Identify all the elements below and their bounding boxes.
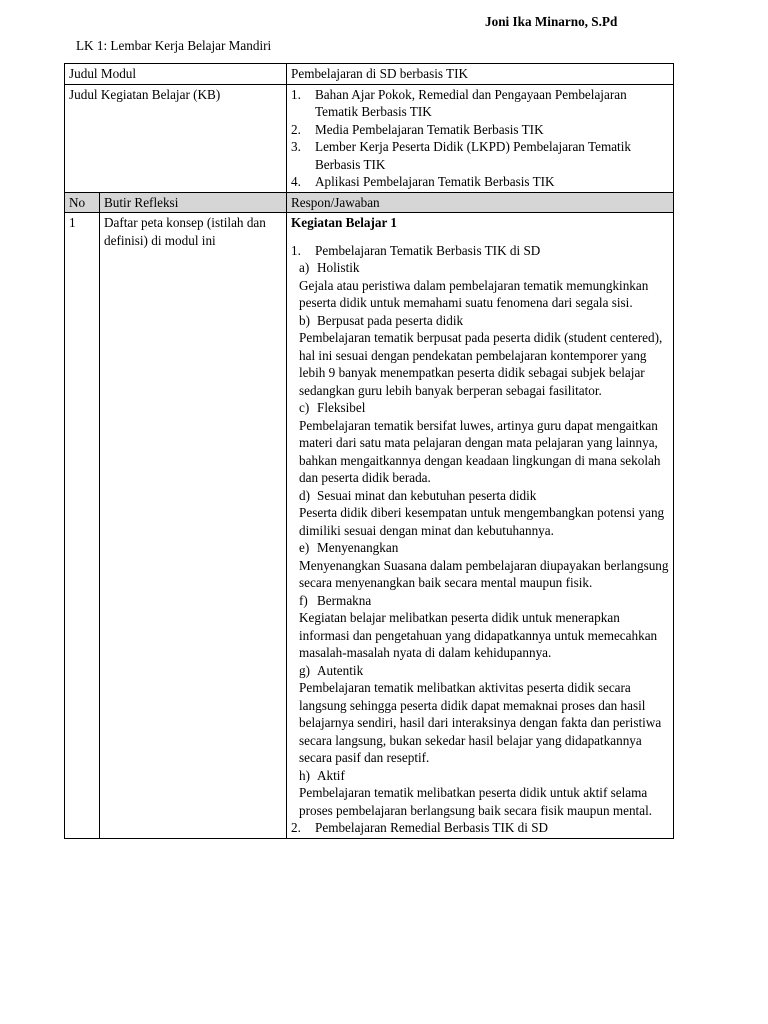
activity-text: Media Pembelajaran Tematik Berbasis TIK <box>315 121 544 137</box>
characteristic-title <box>291 539 669 557</box>
module-value: Pembelajaran di SD berbasis TIK <box>287 64 674 85</box>
item-title: Bermakna <box>317 592 372 608</box>
characteristic-text: Pembelajaran tematik melibatkan aktivitas peserta didik secara langsung sehingga peserta didik dapat memaknai proses dan hasil belajarnya sendiri, hasil dari interaksinya dengan fakta dan peristiwa secara langsung, bukan sekedar hasil belajar yang didapatkannya secara pasif dan reseptif. <box>299 680 662 765</box>
header-reflection: Butir Refleksi <box>100 192 287 213</box>
activity-item <box>291 121 669 139</box>
item-title: Menyenangkan <box>317 540 399 555</box>
activities-row <box>65 84 674 192</box>
section-heading <box>291 819 669 837</box>
activity-number: 2. <box>291 121 301 137</box>
activity-text: Bahan Ajar Pokok, Remedial dan Pengayaan Pembelajaran Tematik Berbasis TIK <box>315 86 627 119</box>
characteristic-title <box>291 592 669 610</box>
item-title: Fleksibel <box>317 400 366 415</box>
item-title: Aktif <box>317 767 345 783</box>
response-cell <box>287 213 674 839</box>
activity-text: Aplikasi Pembelajaran Tematik Berbasis TIK <box>315 174 555 189</box>
module-row <box>65 64 674 85</box>
item-title: Berpusat pada peserta didik <box>317 312 464 328</box>
activity-number: 4. <box>291 174 301 189</box>
activity-number: 3. <box>291 139 301 154</box>
reflection-text: Daftar peta konsep (istilah dan definisi) di modul ini <box>100 213 287 839</box>
item-title: Autentik <box>317 662 364 678</box>
item-letter: h) <box>299 767 311 783</box>
characteristic-title <box>291 312 669 330</box>
characteristic-text: Gejala atau peristiwa dalam pembelajaran tematik memungkinkan peserta didik untuk memahami suatu fenomena dari segala sisi. <box>299 277 649 310</box>
item-letter: f) <box>299 592 308 608</box>
characteristic-text: Menyenangkan Suasana dalam pembelajaran diupayakan berlangsung secara menyenangkan baik secara mental maupun fisik. <box>299 557 669 590</box>
item-letter: b) <box>299 312 311 328</box>
item-letter: c) <box>299 400 310 415</box>
section-heading <box>291 242 669 260</box>
document-title: LK 1: Lembar Kerja Belajar Mandiri <box>76 38 272 53</box>
author-name: Joni Ika Minarno, S.Pd <box>485 14 618 29</box>
item-letter: g) <box>299 662 311 678</box>
section-title: Pembelajaran Tematik Berbasis TIK di SD <box>315 242 541 258</box>
item-letter: e) <box>299 540 310 555</box>
row-number: 1 <box>65 213 100 839</box>
characteristic-text: Peserta didik diberi kesempatan untuk mengembangkan potensi yang dimiliki sesuai dengan minat dan kebutuhannya. <box>299 505 665 538</box>
characteristic-title <box>291 767 669 785</box>
characteristic-title <box>291 259 669 277</box>
kb-title: Kegiatan Belajar 1 <box>291 215 397 230</box>
activity-number: 1. <box>291 86 301 102</box>
activities-label: Judul Kegiatan Belajar (KB) <box>65 84 287 192</box>
characteristic-title <box>291 487 669 505</box>
item-title: Holistik <box>317 260 360 275</box>
table-header-row <box>65 192 674 213</box>
worksheet-table <box>64 63 674 839</box>
characteristic-text: Pembelajaran tematik melibatkan peserta didik untuk aktif selama proses pembelajaran berlangsung baik secara fisik maupun mental. <box>299 785 653 818</box>
item-letter: d) <box>299 487 311 503</box>
table-row <box>65 213 674 839</box>
item-title: Sesuai minat dan kebutuhan peserta didik <box>317 487 537 503</box>
activity-text: Lember Kerja Peserta Didik (LKPD) Pembelajaran Tematik Berbasis TIK <box>315 139 631 172</box>
activity-item <box>291 86 669 121</box>
header-no: No <box>65 192 100 213</box>
header-response: Respon/Jawaban <box>287 192 674 213</box>
activity-item <box>291 138 669 173</box>
item-letter: a) <box>299 260 310 275</box>
characteristic-title <box>291 399 669 417</box>
section-number: 1. <box>291 242 301 258</box>
activities-list <box>291 86 669 191</box>
section-title: Pembelajaran Remedial Berbasis TIK di SD <box>315 820 549 835</box>
characteristic-text: Pembelajaran tematik berpusat pada peserta didik (student centered), hal ini sesuai dengan pendekatan pembelajaran kontemporer yang lebih 9 banyak menempatkan peserta didik sebagai subjek belajar sedangkan guru lebih banyak berperan sebagai fasilitator. <box>299 330 663 398</box>
module-label: Judul Modul <box>65 64 287 85</box>
activities-value <box>287 84 674 192</box>
characteristic-text: Pembelajaran tematik bersifat luwes, artinya guru dapat mengaitkan materi dari satu mata pelajaran dengan mata pelajaran yang lainnya, bahkan mengaitkannya dengan keadaan lingkungan di mana sekolah dan peserta didik berada. <box>299 417 661 485</box>
characteristic-text: Kegiatan belajar melibatkan peserta didik untuk menerapkan informasi dan pengetahuan yang didapatkannya untuk memecahkan masalah-masalah nyata di dalam kehidupannya. <box>299 610 658 660</box>
characteristic-title <box>291 662 669 680</box>
activity-item <box>291 173 669 191</box>
section-number: 2. <box>291 820 301 835</box>
